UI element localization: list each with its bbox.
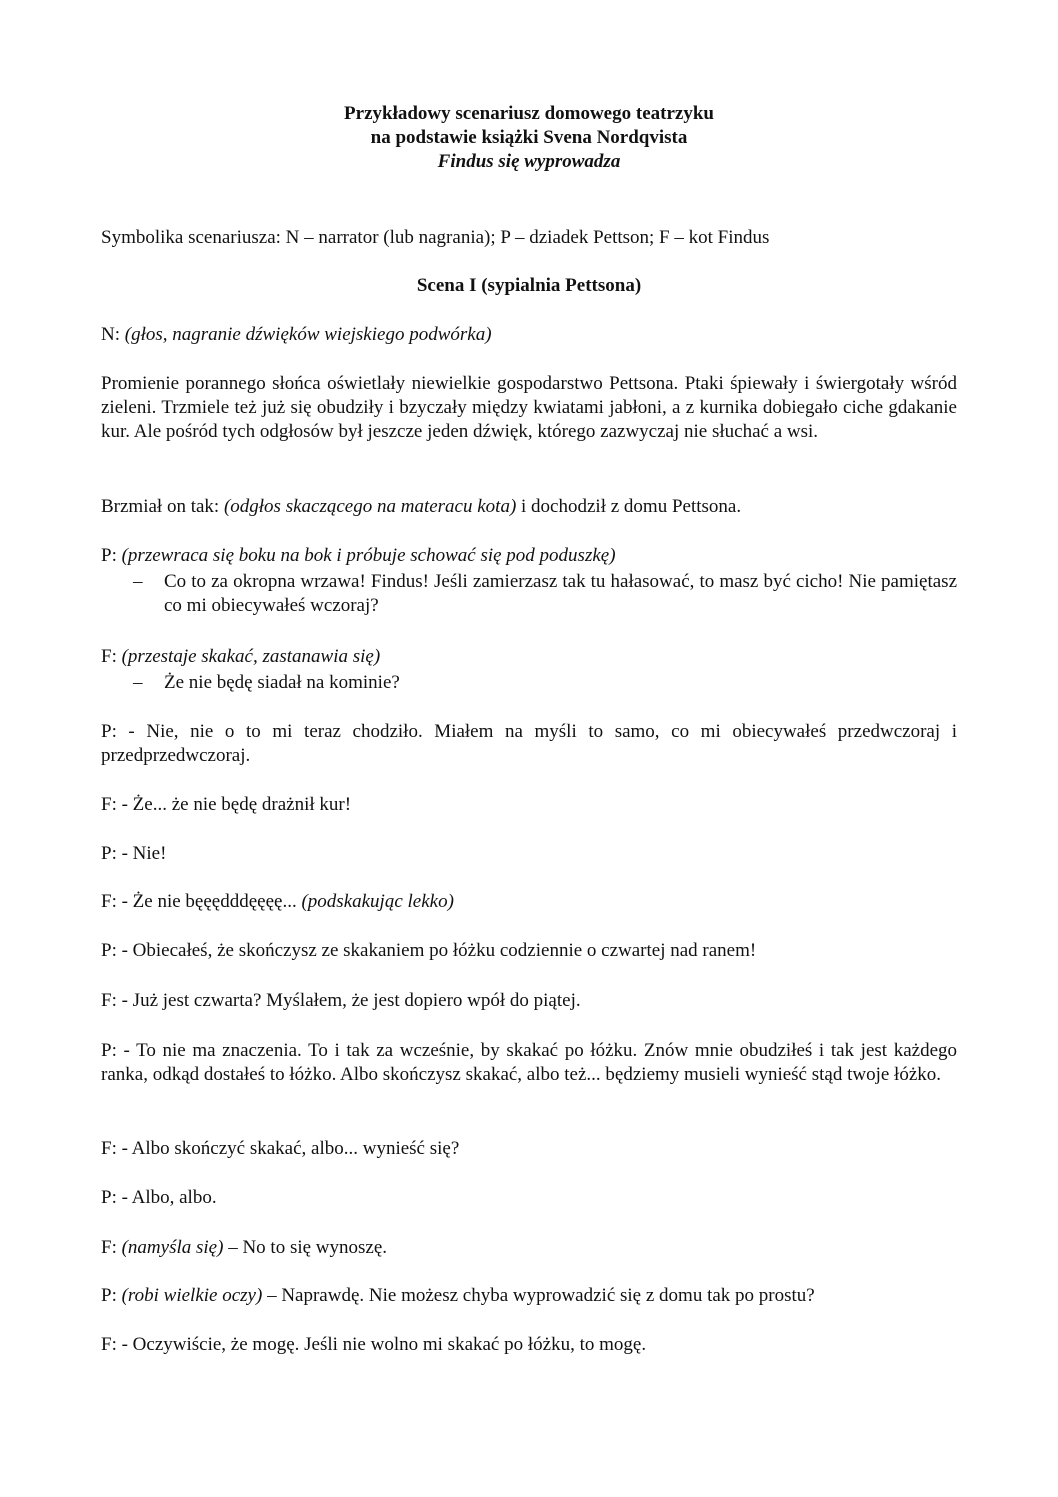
stage-direction: (robi wielkie oczy) — [121, 1285, 263, 1306]
findus-speech-1 — [133, 671, 957, 695]
document-title-line-2: na podstawie książki Svena Nordqvista — [370, 127, 688, 148]
text-segment: F: - Że nie bęęędddęęęę... — [101, 891, 302, 912]
stage-direction: (przewraca się boku na bok i próbuje schować się pod poduszkę) — [121, 545, 616, 566]
speaker-label: F: — [101, 646, 122, 667]
pettson-line-4: P: - Obiecałeś, że skończysz ze skakaniem po łóżku codziennie o czwartej nad ranem! — [101, 940, 757, 961]
speaker-label: N: — [101, 324, 125, 345]
text-segment: – Naprawdę. Nie możesz chyba wyprowadzić się z domu tak po prostu? — [262, 1285, 815, 1306]
stage-direction: (odgłos skaczącego na materacu kota) — [223, 496, 517, 517]
stage-direction: (głos, nagranie dźwięków wiejskiego podwórka) — [124, 324, 492, 345]
findus-line-7: F: - Oczywiście, że mogę. Jeśli nie wolno mi skakać po łóżku, to mogę. — [101, 1334, 647, 1355]
stage-direction: (namyśla się) — [121, 1237, 224, 1258]
text-segment: i dochodził z domu Pettsona. — [516, 496, 742, 517]
pettson-line-3: P: - Nie! — [101, 843, 167, 864]
findus-direction-1 — [101, 645, 957, 669]
findus-line-5: F: - Albo skończyć skakać, albo... wynieść się? — [101, 1138, 460, 1159]
dash-bullet: – — [133, 672, 143, 693]
pettson-line-7 — [101, 1284, 957, 1308]
speaker-label: P: — [101, 1285, 122, 1306]
narrator-direction — [101, 323, 957, 347]
speech-text: Co to za okropna wrzawa! Findus! Jeśli zamierzasz tak tu hałasować, to masz być cicho! Nie pamiętasz co mi obiecywałeś wczoraj? — [164, 571, 957, 616]
scene-title: Scena I (sypialnia Pettsona) — [416, 275, 642, 296]
narrator-paragraph-1: Promienie porannego słońca oświetlały niewielkie gospodarstwo Pettsona. Ptaki śpiewały i świergotały wśród zieleni. Trzmiele też już się obudziły i bzyczały między kwiatami jabłoni, a z kurnika dobiegało ciche gdakanie kur. Ale pośród tych odgłosów był jeszcze jeden dźwięk, którego zazwyczaj nie słuchać a wsi. — [101, 373, 957, 442]
pettson-direction-1 — [101, 544, 957, 568]
pettson-line-2: P: - Nie, nie o to mi teraz chodziło. Miałem na myśli to samo, co mi obiecywałeś przedwczoraj i przedprzedwczoraj. — [101, 721, 957, 766]
findus-line-3 — [101, 890, 957, 914]
speech-text: Że nie będę siadał na kominie? — [164, 672, 400, 693]
text-segment: Brzmiał on tak: — [101, 496, 224, 517]
symbolika-line: Symbolika scenariusza: N – narrator (lub nagrania); P – dziadek Pettson; F – kot Findus — [101, 227, 770, 248]
dash-bullet: – — [133, 571, 143, 592]
findus-line-4: F: - Już jest czwarta? Myślałem, że jest dopiero wpół do piątej. — [101, 990, 581, 1011]
narrator-paragraph-2 — [101, 495, 957, 519]
pettson-speech-1 — [133, 570, 957, 618]
document-title-line-3: Findus się wyprowadza — [437, 151, 621, 172]
stage-direction: (podskakując lekko) — [301, 891, 454, 912]
text-segment: – No to się wynoszę. — [223, 1237, 388, 1258]
speaker-label: P: — [101, 545, 122, 566]
pettson-line-6: P: - Albo, albo. — [101, 1187, 217, 1208]
findus-line-6 — [101, 1236, 957, 1260]
findus-line-2: F: - Że... że nie będę drażnił kur! — [101, 794, 352, 815]
stage-direction: (przestaje skakać, zastanawia się) — [121, 646, 381, 667]
document-title-line-1: Przykładowy scenariusz domowego teatrzyku — [344, 103, 714, 124]
pettson-line-5: P: - To nie ma znaczenia. To i tak za wcześnie, by skakać po łóżku. Znów mnie obudziłeś i tak jest każdego ranka, odkąd dostałeś to łóżko. Albo skończysz skakać, albo też... będziemy musieli wynieść stąd twoje łóżko. — [101, 1040, 957, 1085]
speaker-label: F: — [101, 1237, 122, 1258]
